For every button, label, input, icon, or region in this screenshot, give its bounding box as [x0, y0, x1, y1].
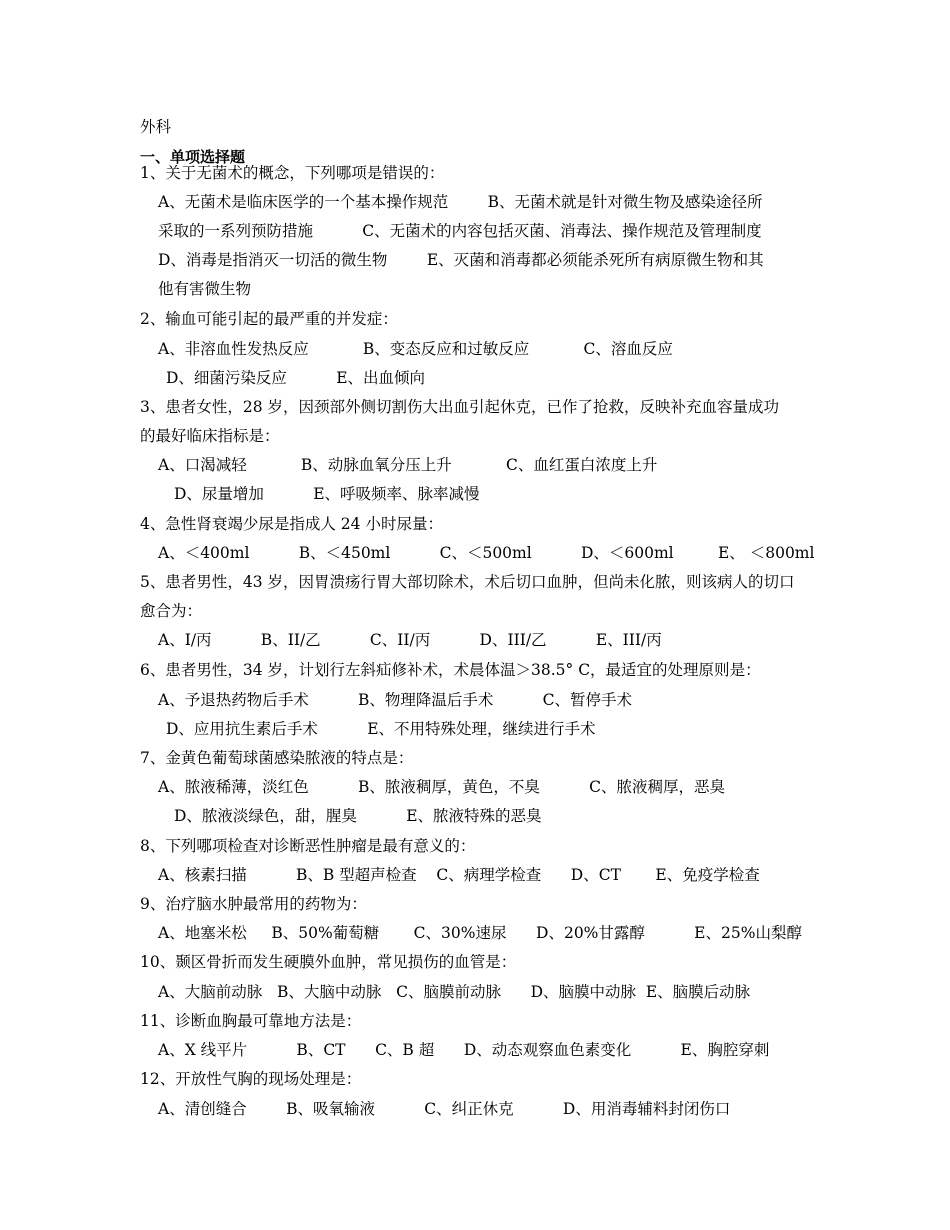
subject-title: 外科 [140, 118, 172, 136]
question-option: 他有害微生物 [158, 280, 252, 298]
question-option: A、地塞米松 B、50%葡萄糖 C、30%速尿 D、20%甘露醇 E、25%山梨醇 [158, 924, 802, 942]
question-option: 采取的一系列预防措施 C、无菌术的内容包括灭菌、消毒法、操作规范及管理制度 [158, 222, 762, 240]
question-option: D、细菌污染反应 E、出血倾向 [166, 369, 426, 387]
question-option: A、清创缝合 B、吸氧输液 C、纠正休克 D、用消毒辅料封闭伤口 [158, 1100, 731, 1118]
question-option: D、脓液淡绿色，甜，腥臭 E、脓液特殊的恶臭 [174, 807, 542, 825]
question-option: A、予退热药物后手术 B、物理降温后手术 C、暂停手术 [158, 691, 632, 709]
question-option: A、无菌术是临床医学的一个基本操作规范 B、无菌术就是针对微生物及感染途径所 [158, 193, 763, 211]
question-option: D、消毒是指消灭一切活的微生物 E、灭菌和消毒都必须能杀死所有病原微生物和其 [158, 251, 764, 269]
question-stem: 4、急性肾衰竭少尿是指成人 24 小时尿量： [140, 515, 443, 533]
question-stem: 愈合为： [140, 602, 203, 620]
question-stem: 7、金黄色葡萄球菌感染脓液的特点是： [140, 749, 414, 767]
question-stem: 8、下列哪项检查对诊断恶性肿瘤是最有意义的： [140, 837, 476, 855]
question-option: A、脓液稀薄，淡红色 B、脓液稠厚，黄色，不臭 C、脓液稠厚，恶臭 [158, 778, 725, 796]
question-stem: 12、开放性气胸的现场处理是： [140, 1070, 362, 1088]
question-stem: 10、颞区骨折而发生硬膜外血肿，常见损伤的血管是： [140, 953, 517, 971]
question-option: A、I/丙 B、II/乙 C、II/丙 D、III/乙 E、III/丙 [158, 631, 662, 649]
question-stem: 3、患者女性，28 岁，因颈部外侧切割伤大出血引起休克，已作了抢救，反映补充血容量成功 [140, 398, 780, 416]
question-option: A、大脑前动脉 B、大脑中动脉 C、脑膜前动脉 D、脑膜中动脉 E、脑膜后动脉 [158, 983, 751, 1001]
question-option: D、尿量增加 E、呼吸频率、脉率减慢 [174, 485, 480, 503]
question-option: A、口渴减轻 B、动脉血氧分压上升 C、血红蛋白浓度上升 [158, 456, 658, 474]
section-title: 一、单项选择题 [140, 148, 246, 166]
question-stem: 9、治疗脑水肿最常用的药物为： [140, 895, 367, 913]
question-stem: 5、患者男性，43 岁，因胃溃疡行胃大部切除术，术后切口血肿，但尚未化脓，则该病人的切口 [140, 573, 795, 591]
question-stem: 2、输血可能引起的最严重的并发症： [140, 310, 398, 328]
question-stem: 6、患者男性，34 岁，计划行左斜疝修补术，术晨体温＞38.5° C，最适宜的处理原则是： [140, 661, 761, 679]
question-stem: 11、诊断血胸最可靠地方法是： [140, 1012, 362, 1030]
question-option: D、应用抗生素后手术 E、不用特殊处理，继续进行手术 [166, 720, 596, 738]
question-stem: 的最好临床指标是： [140, 427, 280, 445]
question-option: A、X 线平片 B、CT C、B 超 D、动态观察血色素变化 E、胸腔穿刺 [158, 1041, 770, 1059]
question-option: A、非溶血性发热反应 B、变态反应和过敏反应 C、溶血反应 [158, 340, 673, 358]
question-stem: 1、关于无菌术的概念，下列哪项是错误的： [140, 164, 445, 182]
question-option: A、＜400ml B、＜450ml C、＜500ml D、＜600ml E、 ＜800ml [158, 544, 815, 562]
question-option: A、核素扫描 B、B 型超声检查 C、病理学检查 D、CT E、免疫学检查 [158, 866, 760, 884]
